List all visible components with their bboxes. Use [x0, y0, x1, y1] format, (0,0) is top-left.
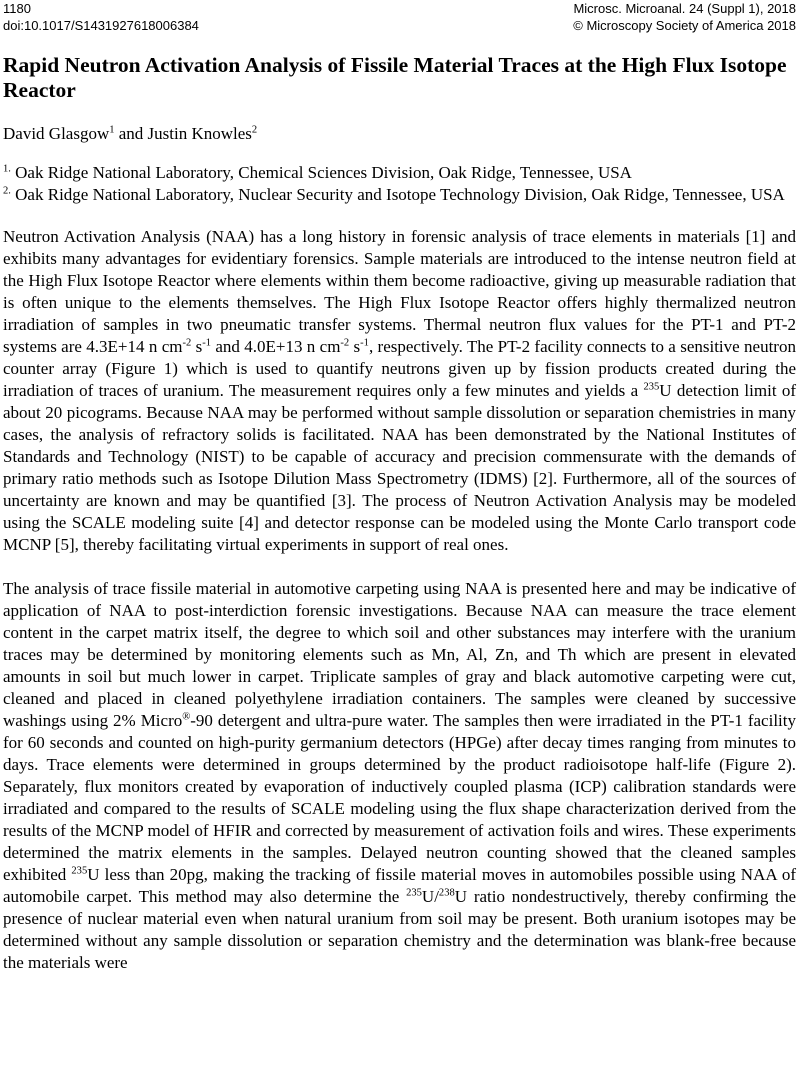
doi-link[interactable]: doi:10.1017/S1431927618006384 — [3, 18, 199, 33]
superscript: -1 — [202, 337, 211, 349]
body-paragraph-1 — [3, 226, 796, 556]
text-run: , respectively. The PT-2 facility connects to a sensitive neutron counter array (Figure 1) which is used to quantify neutrons given up by fission products created during the irradiation of traces of uranium. The measurement requires only a few minutes and yields a — [3, 337, 796, 400]
text-run: s — [191, 337, 203, 356]
affiliation-list — [3, 162, 796, 206]
page-header — [0, 0, 800, 34]
superscript: -2 — [340, 337, 350, 349]
text-run: U ratio nondestructively, thereby confirming the presence of nuclear material even when natural uranium from soil may be present. Both uranium isotopes may be determined without any sample dissolution or separation chemistry and the determination was blank-free because the materials were — [3, 887, 796, 972]
page-number: 1180 — [3, 1, 31, 16]
superscript: 235 — [643, 381, 660, 393]
text-run: The analysis of trace fissile material in automotive carpeting using NAA is presented here and may be indicative of application of NAA to post-interdiction forensic investigations. Because NAA can measure the trace element content in the carpet matrix itself, the degree to which soil and other substances may interfere with the uranium traces may be determined by monitoring elements such as Mn, Al, Zn, and Th which are present in elevated amounts in soil but much lower in carpet. Triplicate samples of gray and black automotive carpeting were cut, cleaned and placed in cleaned polyethylene irradiation containers. The samples were cleaned by successive washings using 2% Micro — [3, 579, 796, 730]
author-name: Justin Knowles — [147, 124, 252, 143]
author-affiliation-mark: 2 — [251, 124, 258, 136]
affiliation — [3, 162, 796, 184]
affiliation-text: Oak Ridge National Laboratory, Chemical Sciences Division, Oak Ridge, Tennessee, USA — [10, 163, 632, 182]
text-run: U/ — [421, 887, 439, 906]
header-row-1 — [0, 0, 800, 17]
superscript: 238 — [438, 887, 455, 899]
article-title: Rapid Neutron Activation Analysis of Fissile Material Traces at the High Flux Isotope Reactor — [3, 53, 787, 102]
copyright-notice: © Microscopy Society of America 2018 — [573, 18, 796, 33]
text-run: U detection limit of about 20 picograms. Because NAA may be performed without sample dissolution or separation chemistries in many cases, the analysis of refractory solids is facilitated. NAA has been demonstrated by the National Institutes of Standards and Technology (NIST) to be capable of accuracy and precision commensurate with the demands of primary ratio methods such as Isotope Dilution Mass Spectrometry (IDMS) [2]. Furthermore, all of the sources of uncertainty are known and may be quantified [3]. The process of Neutron Activation Analysis may be modeled using the SCALE modeling suite [4] and detector response can be modeled using the Monte Carlo transport code MCNP [5], thereby facilitating virtual experiments in support of real ones. — [3, 381, 797, 554]
header-row-2 — [0, 17, 800, 34]
superscript: 235 — [71, 865, 88, 877]
text-run: -90 detergent and ultra-pure water. The samples then were irradiated in the PT-1 facility for 60 seconds and counted on high-purity germanium detectors (HPGe) after decay times ranging from minutes to days. Trace elements were determined in groups determined by the product radioisotope half-life (Figure 2). Separately, flux monitors created by evaporation of inductively coupled plasma (ICP) calibration standards were irradiated and compared to the results of SCALE modeling using the flux shape characterization derived from the results of the MCNP model of HFIR and corrected by measurement of activation foils and wires. These experiments determined the matrix elements in the samples. Delayed neutron counting showed that the cleaned samples exhibited — [3, 711, 796, 884]
author-name: David Glasgow — [3, 124, 110, 143]
body-paragraph-2 — [3, 578, 796, 974]
author-joiner: and — [114, 124, 148, 143]
text-run: U less than 20pg, making the tracking of fissile material moves in automobiles possible using NAA of automobile carpet. This method may also determine the — [3, 865, 796, 906]
article-content — [3, 53, 796, 974]
affiliation-text: Oak Ridge National Laboratory, Nuclear Security and Isotope Technology Division, Oak Ridge, Tennessee, USA — [10, 185, 785, 204]
affiliation — [3, 184, 796, 206]
text-run: and 4.0E+13 n cm — [211, 337, 341, 356]
affiliation-mark: 1. — [3, 163, 11, 175]
superscript: -2 — [182, 337, 192, 349]
superscript: -1 — [360, 337, 369, 349]
journal-citation: Microsc. Microanal. 24 (Suppl 1), 2018 — [573, 1, 796, 16]
affiliation-mark: 2. — [3, 185, 11, 197]
author-list — [3, 123, 796, 145]
author-affiliation-mark: 1 — [109, 124, 115, 136]
superscript: ® — [182, 711, 191, 723]
text-run: Neutron Activation Analysis (NAA) has a long history in forensic analysis of trace elements in materials [1] and exhibits many advantages for evidentiary forensics. Sample materials are introduced to the intense neutron field at the High Flux Isotope Reactor where elements within them become radioactive, giving up measurable radiation that is often unique to the elements themselves. The High Flux Isotope Reactor offers highly thermalized neutron irradiation of samples in two pneumatic transfer systems. Thermal neutron flux values for the PT-1 and PT-2 systems are 4.3E+14 n cm — [3, 227, 796, 356]
text-run: s — [349, 337, 361, 356]
superscript: 235 — [406, 887, 422, 899]
